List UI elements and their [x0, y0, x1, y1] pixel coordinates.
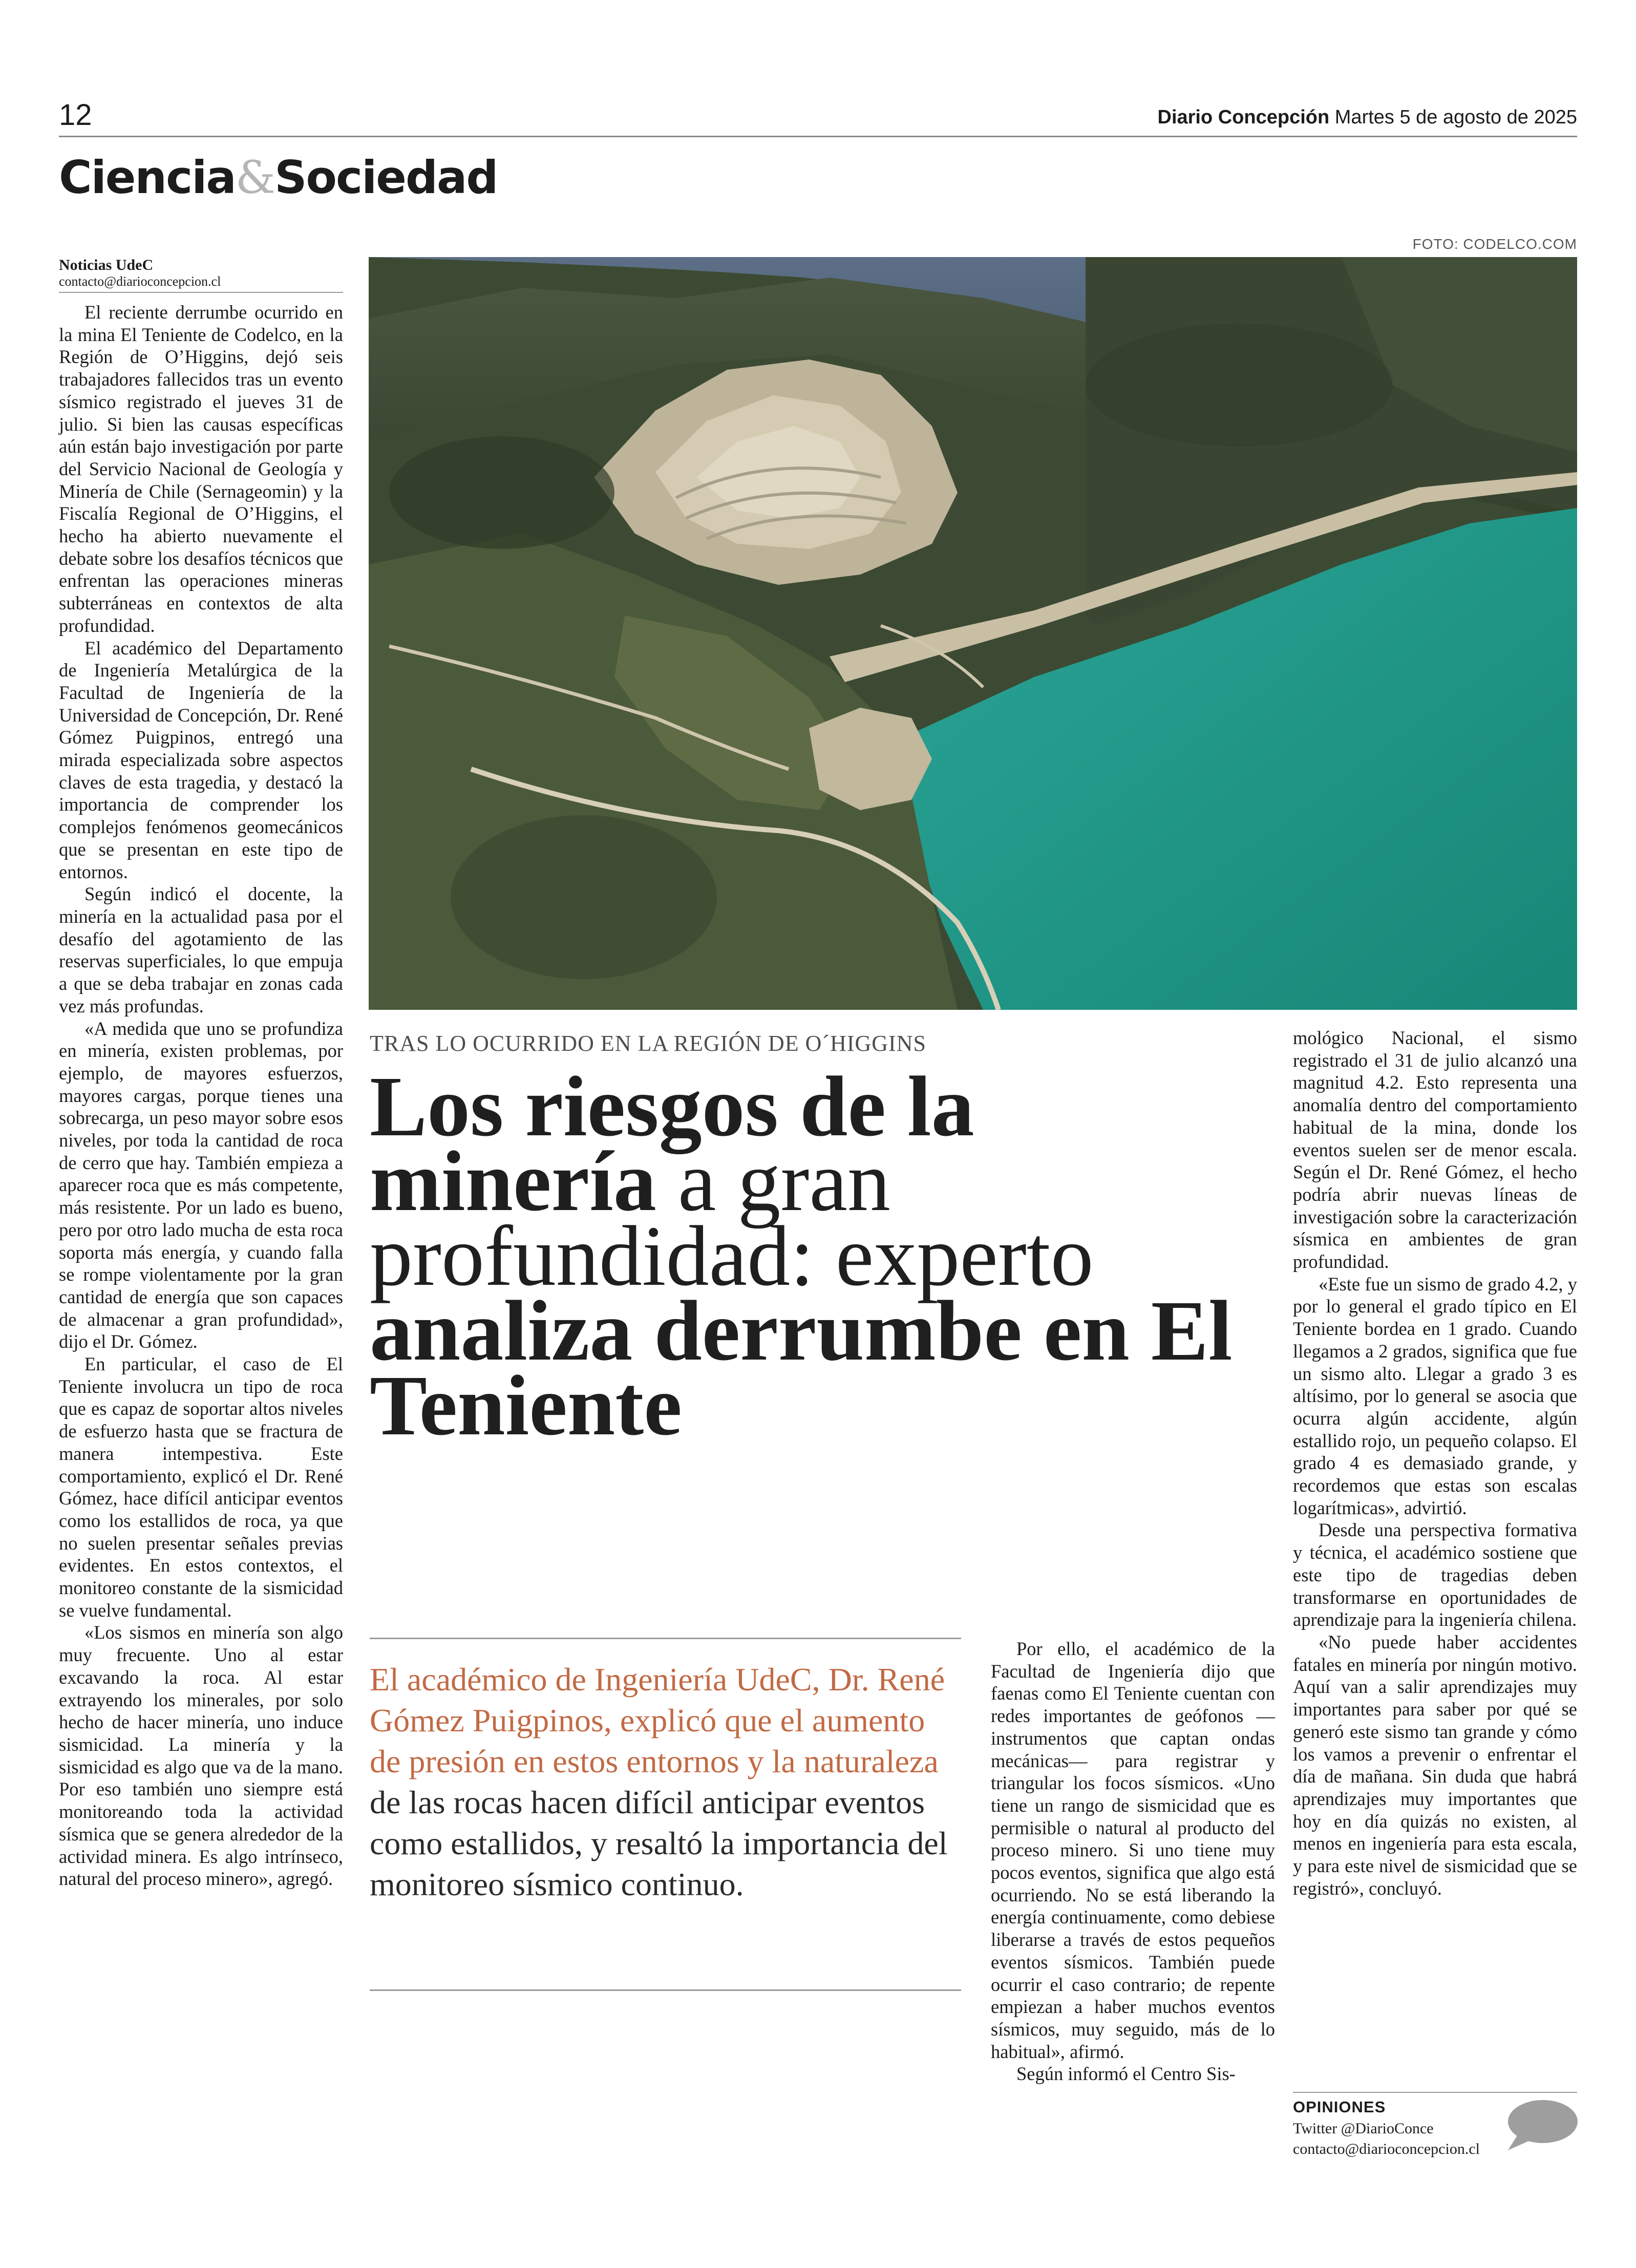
headline-bold-part-1: Los riesgos de la minería — [370, 1059, 974, 1229]
opiniones-divider — [1293, 2092, 1577, 2093]
paragraph: Según indicó el docente, la minería en la actualidad pasa por el desafío del agotamiento de las reservas superficiales, lo que empuja a que se deba trabajar en zonas cada vez más profundas. — [59, 883, 343, 1016]
paragraph: Por ello, el académico de la Facultad de Ingeniería dijo que faenas como El Teniente cuentan con redes importantes de geófonos —instrumentos que captan ondas mecánicas— para registrar y triangular los focos sísmicos. «Uno tiene un rango de sismicidad que es permisible o natural al producto del proceso minero. Si uno tiene muy pocos eventos, significa que algo está ocurriendo. No se está liberando la energía continuamente, como debiese liberarse a través de estos pequeños eventos sísmicos. También puede ocurrir el caso contrario; de repente empiezan a haber muchos eventos sísmicos, muy seguido, más de lo habitual», afirmó. — [991, 1638, 1275, 2062]
headline-regular-part: a gran profundidad: experto — [370, 1134, 1094, 1304]
headline-bold-part-2: analiza derrumbe en El Teniente — [370, 1283, 1233, 1453]
article-kicker: TRAS LO OCURRIDO EN LA REGIÓN DE O´HIGGINS — [370, 1031, 926, 1056]
header-divider — [59, 136, 1577, 137]
deck-rest: de las rocas hacen difícil anticipar eventos como estallidos, y resaltó la importancia del monitoreo sísmico continuo. — [370, 1784, 948, 1902]
paragraph: «A medida que uno se profundiza en minería, existen problemas, por ejemplo, de mayores esfuerzos, mayores cargas, porque tienes una sobrecarga, un peso mayor sobre esos niveles, por toda la cantidad de roca de cerro que hay. También empieza a aparecer roca que es más competente, más resistente. Por un lado es bueno, pero por otro lado mucha de esta roca soporta más energía, y cuando falla se rompe violentamente por la gran cantidad de energía que son capaces de almacenar a gran profundidad», dijo el Dr. Gómez. — [59, 1018, 343, 1352]
paragraph: Según informó el Centro Sis- — [1016, 2063, 1236, 2085]
body-column-4 — [1293, 1027, 1577, 1899]
publication-name: Diario Concepción — [1157, 107, 1330, 128]
section-title — [59, 150, 497, 206]
section-ampersand: & — [235, 151, 275, 204]
paragraph: El académico del Departamento de Ingeniería Metalúrgica de la Facultad de Ingeniería de la Universidad de Concepción, Dr. René Gómez Puigpinos, entregó una mirada especializada sobre aspectos claves de esta tragedia, y destacó la importancia de comprender los complejos fenómenos geomecánicos que se presentan en este tipo de entornos. — [59, 637, 343, 882]
paragraph: mológico Nacional, el sismo registrado el 31 de julio alcanzó una magnitud 4.2. Esto representa una anomalía dentro del comportamiento habitual de la mina, donde los eventos suelen ser de menor escala. Según el Dr. René Gómez, el hecho podría abrir nuevas líneas de investigación sobre la caracterización sísmica en ambientes de gran profundidad. — [1293, 1027, 1577, 1273]
paragraph: En particular, el caso de El Teniente involucra un tipo de roca que es capaz de soportar altos niveles de esfuerzo hasta que se fractura de manera intempestiva. Este comportamiento, explicó el Dr. René Gómez, hace difícil anticipar eventos como los estallidos de roca, ya que no suelen presentar señales previas evidentes. En estos contextos, el monitoreo constante de la sismicidad se vuelve fundamental. — [59, 1353, 343, 1621]
paragraph: «Los sismos en minería son algo muy frecuente. Uno al estar excavando la roca. Al estar extrayendo los minerales, por solo hecho de hacer minería, uno induce sismicidad. La minería y la sismicidad es algo que va de la mano. Por eso también uno siempre está monitoreando toda la actividad sísmica que se genera alrededor de la actividad minera. Es algo intrínseco, natural del proceso minero», agregó. — [59, 1622, 343, 1890]
paragraph: Desde una perspectiva formativa y técnica, el académico sostiene que este tipo de tragedias deben transformarse en oportunidades de aprendizaje para la ingeniería chilena. — [1293, 1519, 1577, 1630]
section-title-a: Ciencia — [59, 151, 236, 204]
deck-divider-bottom — [370, 1989, 961, 1991]
publication-date: Martes 5 de agosto de 2025 — [1334, 107, 1577, 128]
opiniones-title: OPINIONES — [1293, 2098, 1386, 2116]
section-title-b: Sociedad — [274, 151, 498, 204]
article-headline — [370, 1059, 1281, 1453]
masthead — [1158, 104, 1578, 130]
byline-divider — [59, 292, 343, 293]
speech-bubble-icon — [1503, 2097, 1580, 2153]
deck-divider-top — [370, 1638, 961, 1639]
byline-email: contacto@diarioconcepcion.cl — [59, 274, 221, 289]
mine-landscape-icon — [369, 257, 1577, 1010]
body-column-3 — [991, 1638, 1275, 2085]
aerial-mine-photo — [369, 257, 1577, 1010]
paragraph: El reciente derrumbe ocurrido en la mina El Teniente de Codelco, en la Región de O’Higgins, dejó seis trabajadores fallecidos tras un evento sísmico registrado el jueves 31 de julio. Si bien las causas específicas aún están bajo investigación por parte del Servicio Nacional de Geología y Minería de Chile (Sernageomin) y la Fiscalía Regional de O’Higgins, el hecho ha abierto nuevamente el debate sobre los desafíos técnicos que enfrentan las operaciones mineras subterráneas en contextos de alta profundidad. — [59, 302, 343, 636]
paragraph: «Este fue un sismo de grado 4.2, y por lo general el grado típico en El Teniente bordea en 1 grado. Cuando llegamos a 2 grados, significa que fue un sismo alto. Llegar a grado 3 es altísimo, por lo general se asocia que ocurra algún accidente, algún estallido rojo, un pequeño colapso. El grado 4 es demasiado grande, y recordemos que estas son escalas logarítmicas», advirtió. — [1293, 1273, 1577, 1518]
opiniones-email: contacto@diarioconcepcion.cl — [1293, 2140, 1480, 2157]
page-number: 12 — [59, 98, 92, 132]
photo-credit: FOTO: CODELCO.COM — [1412, 236, 1577, 252]
deck-highlight: El académico de Ingeniería UdeC, Dr. René Gómez Puigpinos, explicó que el aumento de presión en estos entornos y la naturaleza — [370, 1661, 945, 1779]
body-column-1 — [59, 301, 343, 1890]
paragraph: «No puede haber accidentes fatales en minería por ningún motivo. Aquí van a salir aprendizajes muy importantes para saber por qué se generó este sismo tan grande y cómo los vamos a prevenir o enfrentar el día de mañana. Sin duda que habrá aprendizajes muy importantes que hoy en día quizás no existen, al menos en ingeniería para esta escala, y para este nivel de sismicidad que se registró», concluyó. — [1293, 1631, 1577, 1899]
opiniones-twitter: Twitter @DiarioConce — [1293, 2120, 1434, 2137]
article-deck — [370, 1659, 961, 1905]
byline-name: Noticias UdeC — [59, 257, 154, 273]
